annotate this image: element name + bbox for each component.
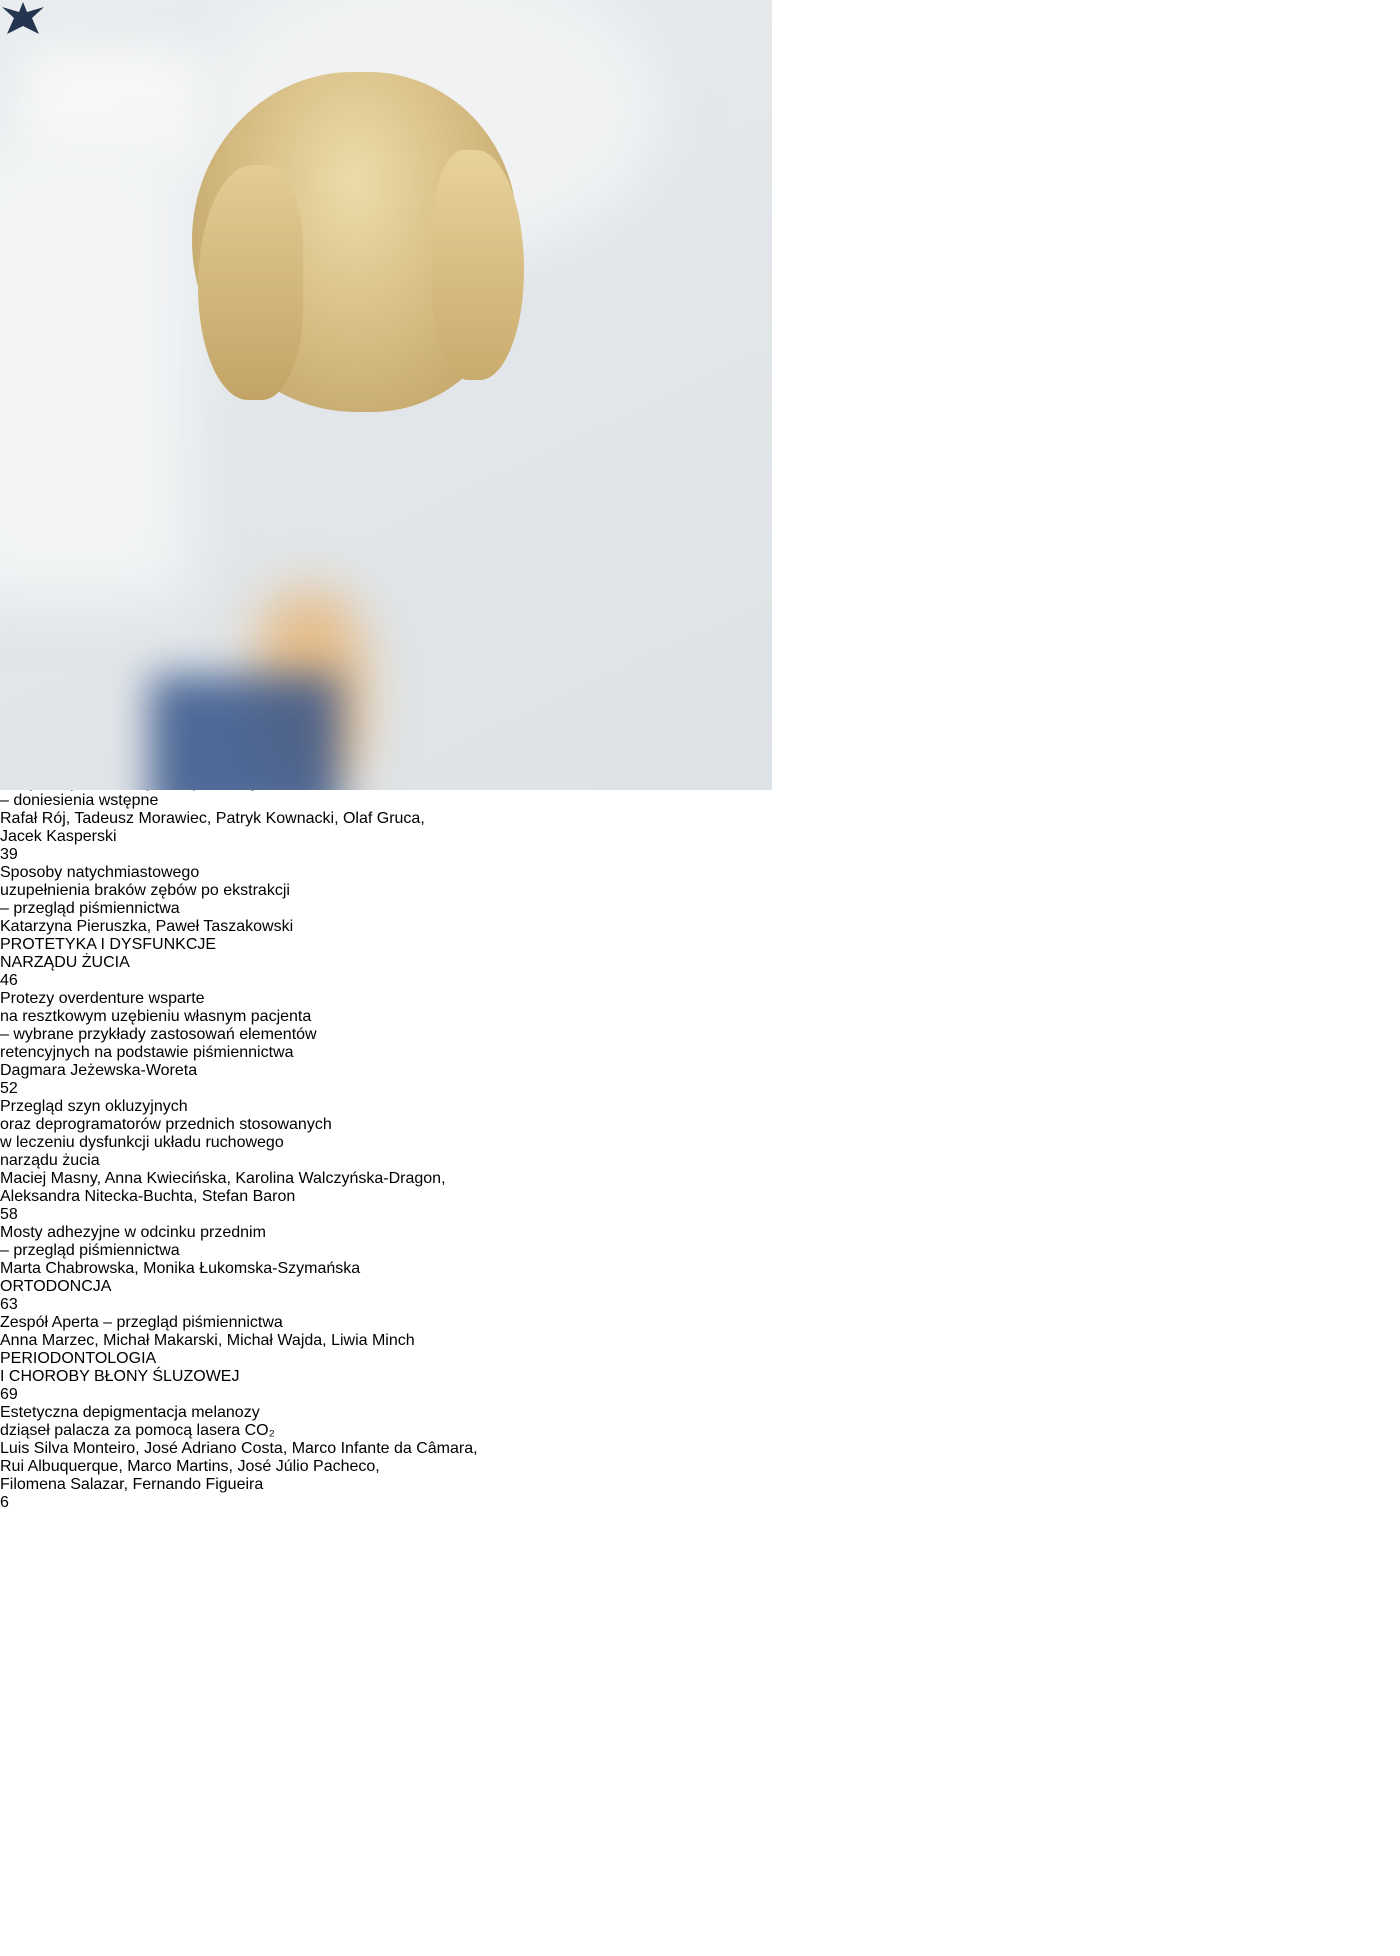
entry-authors — [0, 810, 1400, 846]
entry-title-line: Sposoby natychmiastowego — [0, 864, 200, 881]
photo-background-navy-blur — [150, 675, 340, 790]
entry-author-line: Rui Albuquerque, Marco Martins, José Júlio Pacheco, — [0, 1458, 380, 1475]
entry-title-line: narządu żucia — [0, 1152, 100, 1169]
entry-authors — [0, 1440, 1400, 1494]
entry-title-line: Estetyczna depigmentacja melanozy — [0, 1404, 260, 1421]
entry-author-line: Maciej Masny, Anna Kwiecińska, Karolina Walczyńska-Dragon, — [0, 1170, 446, 1187]
photo-background-panel-blur — [0, 140, 190, 600]
entry-title-line: uzupełnienia braków zębów po ekstrakcji — [0, 882, 290, 899]
section-heading-line: ORTODONCJA — [0, 1278, 112, 1295]
entry-body — [0, 1098, 1400, 1206]
entry-page-number: 39 — [0, 846, 18, 863]
entry-body — [0, 1314, 1400, 1350]
toc-section — [0, 846, 1400, 936]
entry-authors — [0, 1062, 1400, 1080]
toc-entry — [0, 1386, 1400, 1494]
entry-author-line: Aleksandra Nitecka-Buchta, Stefan Baron — [0, 1188, 296, 1205]
entry-body — [0, 990, 1400, 1080]
toc-section — [0, 936, 1400, 1278]
toc-entry — [0, 1080, 1400, 1206]
entry-author-line: Anna Marzec, Michał Makarski, Michał Wajda, Liwia Minch — [0, 1332, 415, 1349]
toc-column-right — [0, 846, 1400, 1494]
woman-face — [258, 128, 462, 396]
entry-author-line: Marta Chabrowska, Monika Łukomska-Szymańska — [0, 1260, 361, 1277]
entry-title-line: retencyjnych na podstawie piśmiennictwa — [0, 1044, 294, 1061]
toc-entry — [0, 846, 1400, 936]
entry-author-line: Katarzyna Pieruszka, Paweł Taszakowski — [0, 918, 294, 935]
entry-page-number: 52 — [0, 1080, 18, 1097]
entry-title-line: Mosty adhezyjne w odcinku przednim — [0, 1224, 266, 1241]
entry-author-line: Dagmara Jeżewska-Woreta — [0, 1062, 198, 1079]
toc-section — [0, 1350, 1400, 1494]
entry-page-number: 69 — [0, 1386, 18, 1403]
entry-page-number: 63 — [0, 1296, 18, 1313]
toc-section — [0, 1278, 1400, 1350]
section-heading — [0, 1350, 1400, 1386]
entry-title-line: Przegląd szyn okluzyjnych — [0, 1098, 188, 1115]
entry-title-line: – doniesienia wstępne — [0, 792, 159, 809]
toc-entry — [0, 972, 1400, 1080]
entry-authors — [0, 918, 1400, 936]
entry-title-line: na resztkowym uzębieniu własnym pacjenta — [0, 1008, 312, 1025]
entry-author-line: Jacek Kasperski — [0, 828, 117, 845]
entry-body — [0, 1404, 1400, 1494]
toc-entry — [0, 1206, 1400, 1278]
section-heading — [0, 1278, 1400, 1296]
entry-authors — [0, 1260, 1400, 1278]
entry-title-line: dziąseł palacza za pomocą lasera CO₂ — [0, 1422, 275, 1439]
entry-title-line: w leczeniu dysfunkcji układu ruchowego — [0, 1134, 284, 1151]
section-heading-line: PROTETYKA I DYSFUNKCJE — [0, 936, 217, 953]
entry-body — [0, 1224, 1400, 1278]
cover-photo — [0, 0, 772, 790]
entry-title-line: Zespół Aperta – przegląd piśmiennictwa — [0, 1314, 283, 1331]
entry-title-line: – przegląd piśmiennictwa — [0, 1242, 180, 1259]
entry-page-number: 58 — [0, 1206, 18, 1223]
entry-authors — [0, 1170, 1400, 1206]
entry-page-number: 46 — [0, 972, 18, 989]
entry-author-line: Rafał Rój, Tadeusz Morawiec, Patryk Kownacki, Olaf Gruca, — [0, 810, 425, 827]
entry-authors — [0, 1332, 1400, 1350]
section-heading — [0, 936, 1400, 972]
entry-title-line: oraz deprogramatorów przednich stosowanych — [0, 1116, 332, 1133]
entry-title-line: – przegląd piśmiennictwa — [0, 900, 180, 917]
entry-title-line: Protezy overdenture wsparte — [0, 990, 205, 1007]
entry-author-line: Filomena Salazar, Fernando Figueira — [0, 1476, 264, 1493]
section-heading-line: PERIODONTOLOGIA — [0, 1350, 157, 1367]
section-heading-line: NARZĄDU ŻUCIA — [0, 954, 130, 971]
entry-author-line: Luis Silva Monteiro, José Adriano Costa, Marco Infante da Câmara, — [0, 1440, 478, 1457]
entry-body — [0, 864, 1400, 936]
entry-title-line: – wybrane przykłady zastosowań elementów — [0, 1026, 317, 1043]
folio-page-number: 6 — [0, 1494, 9, 1511]
section-heading-line: I CHOROBY BŁONY ŚLUZOWEJ — [0, 1368, 240, 1385]
toc-entry — [0, 1296, 1400, 1350]
